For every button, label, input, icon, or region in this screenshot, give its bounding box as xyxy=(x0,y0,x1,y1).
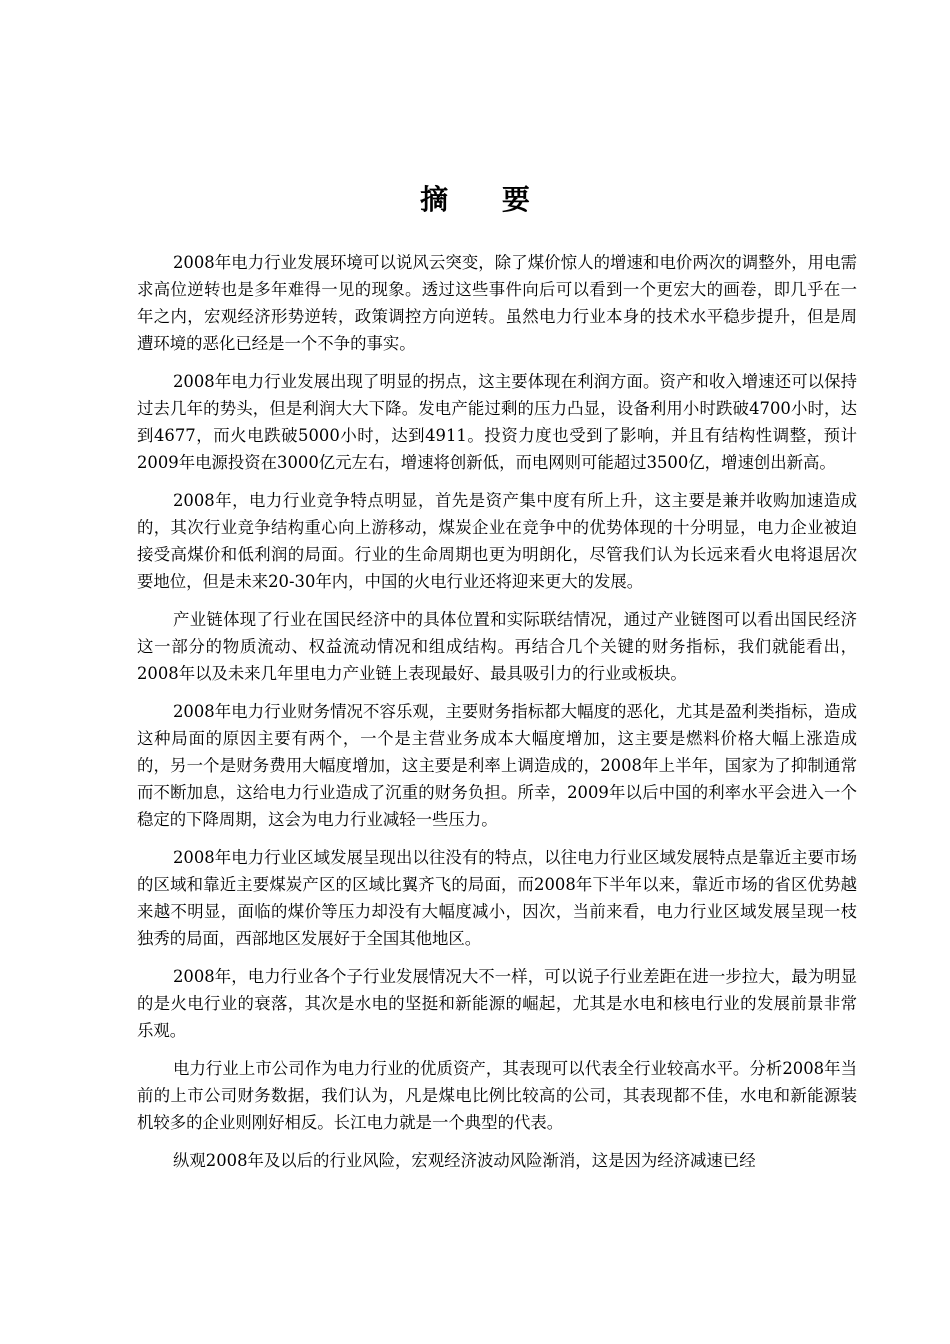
paragraph-9: 纵观2008年及以后的行业风险，宏观经济波动风险渐消，这是因为经济减速已经 xyxy=(173,1151,756,1170)
paragraph-3: 2008年，电力行业竞争特点明显，首先是资产集中度有所上升，这主要是兼并收购加速造成的，其次行业竞争结构重心向上游移动，煤炭企业在竞争中的优势体现的十分明显，电力企业被迫接受高煤价和低利润的局面。行业的生命周期也更为明朗化，尽管我们认为长远来看火电将退居次要地位，但是未来20-30年内，中国的火电行业还将迎来更大的发展。 xyxy=(137,491,857,591)
paragraph-1: 2008年电力行业发展环境可以说风云突变，除了煤价惊人的增速和电价两次的调整外，用电需求高位逆转也是多年难得一见的现象。透过这些事件向后可以看到一个更宏大的画卷，即几乎在一年之内，宏观经济形势逆转，政策调控方向逆转。虽然电力行业本身的技术水平稳步提升，但是周遭环境的恶化已经是一个不争的事实。 xyxy=(137,253,857,353)
paragraph-8: 电力行业上市公司作为电力行业的优质资产，其表现可以代表全行业较高水平。分析2008年当前的上市公司财务数据，我们认为，凡是煤电比例比较高的公司，其表现都不佳，水电和新能源装机较多的企业则刚好相反。长江电力就是一个典型的代表。 xyxy=(137,1059,857,1132)
abstract-body xyxy=(137,249,857,1185)
paragraph-6: 2008年电力行业区域发展呈现出以往没有的特点，以往电力行业区域发展特点是靠近主要市场的区域和靠近主要煤炭产区的区域比翼齐飞的局面，而2008年下半年以来，靠近市场的省区优势越来越不明显，面临的煤价等压力却没有大幅度减小，因次，当前来看，电力行业区域发展呈现一枝独秀的局面，西部地区发展好于全国其他地区。 xyxy=(137,848,857,948)
paragraph-4: 产业链体现了行业在国民经济中的具体位置和实际联结情况，通过产业链图可以看出国民经济这一部分的物质流动、权益流动情况和组成结构。再结合几个关键的财务指标，我们就能看出，2008年以及未来几年里电力产业链上表现最好、最具吸引力的行业或板块。 xyxy=(137,610,857,683)
paragraph-2: 2008年电力行业发展出现了明显的拐点，这主要体现在利润方面。资产和收入增速还可以保持过去几年的势头，但是利润大大下降。发电产能过剩的压力凸显，设备利用小时跌破4700小时，达到4677，而火电跌破5000小时，达到4911。投资力度也受到了影响，并且有结构性调整，预计2009年电源投资在3000亿元左右，增速将创新低，而电网则可能超过3500亿，增速创出新高。 xyxy=(137,372,857,472)
paragraph-5: 2008年电力行业财务情况不容乐观，主要财务指标都大幅度的恶化，尤其是盈利类指标，造成这种局面的原因主要有两个，一个是主营业务成本大幅度增加，这主要是燃料价格大幅上涨造成的，另一个是财务费用大幅度增加，这主要是利率上调造成的，2008年上半年，国家为了抑制通常而不断加息，这给电力行业造成了沉重的财务负担。所幸，2009年以后中国的利率水平会进入一个稳定的下降周期，这会为电力行业减轻一些压力。 xyxy=(137,702,857,829)
page-title: 摘 要 xyxy=(420,183,552,216)
paragraph-7: 2008年，电力行业各个子行业发展情况大不一样，可以说子行业差距在进一步拉大，最为明显的是火电行业的衰落，其次是水电的坚挺和新能源的崛起，尤其是水电和核电行业的发展前景非常乐观。 xyxy=(137,967,857,1040)
